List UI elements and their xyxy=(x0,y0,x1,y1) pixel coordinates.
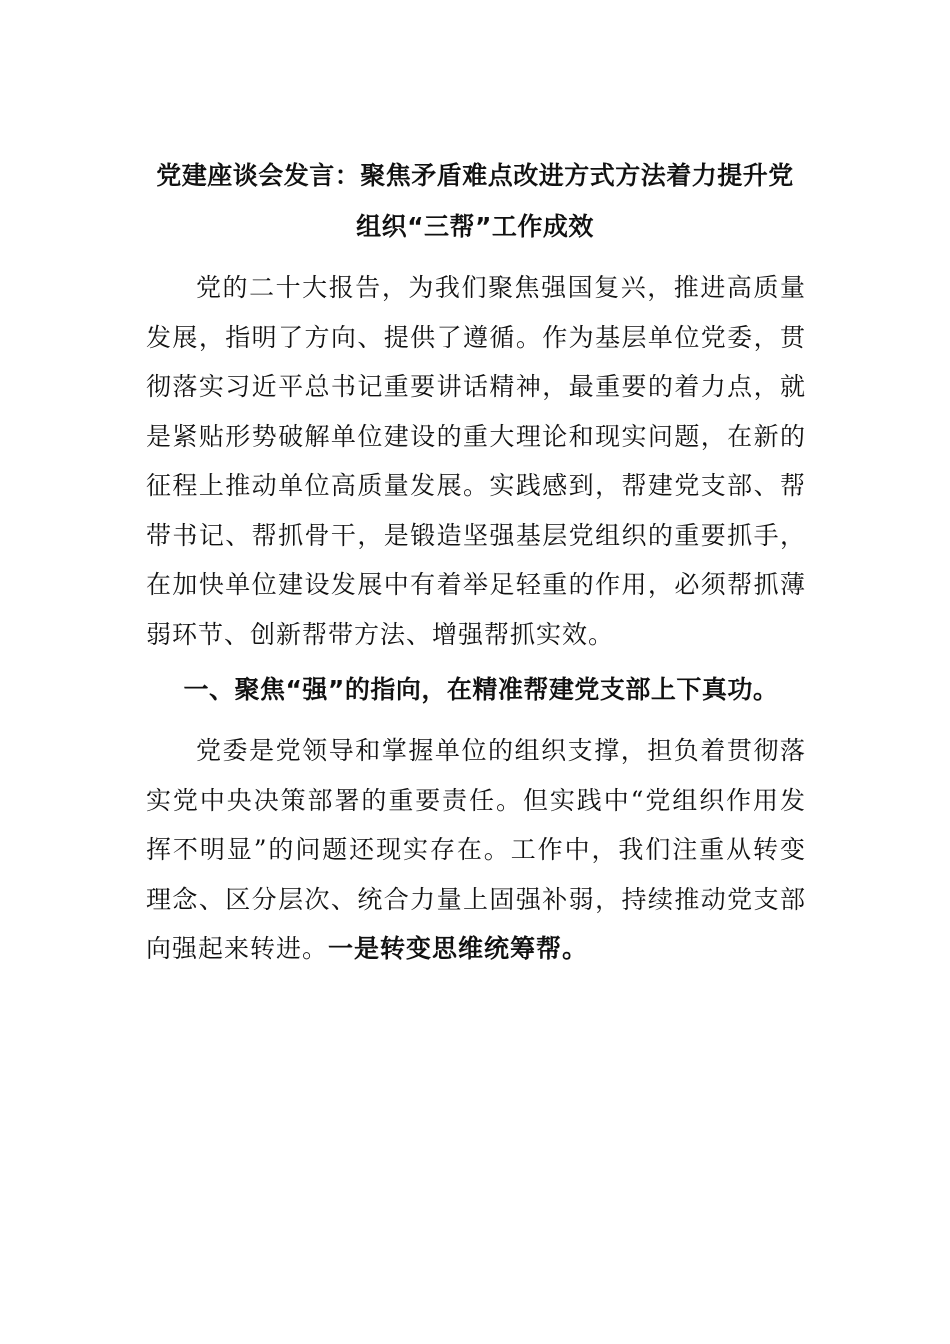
title-line-1: 党建座谈会发言：聚焦矛盾难点改进方式方法着力提升党 xyxy=(156,161,794,190)
section-1-paragraph-text: 党委是党领导和掌握单位的组织支撑，担负着贯彻落实党中央决策部署的重要责任。但实践中“党组织作用发挥不明显”的问题还现实存在。工作中，我们注重从转变理念、区分层次、统合力量上固强补弱，持续推动党支部向强起来转进。 xyxy=(146,736,806,963)
document-title xyxy=(140,150,810,252)
section-heading-1: 一、聚焦“强”的指向，在精准帮建党支部上下真功。 xyxy=(183,675,779,704)
section-1-subpoint-1: 一是转变思维统筹帮。 xyxy=(328,934,589,963)
intro-paragraph: 党的二十大报告，为我们聚焦强国复兴，推进高质量发展，指明了方向、提供了遵循。作为基层单位党委，贯彻落实习近平总书记重要讲话精神，最重要的着力点，就是紧贴形势破解单位建设的重大理论和现实问题，在新的征程上推动单位高质量发展。实践感到，帮建党支部、帮带书记、帮抓骨干，是锻造坚强基层党组织的重要抓手，在加快单位建设发展中有着举足轻重的作用，必须帮抓薄弱环节、创新帮带方法、增强帮抓实效。 xyxy=(146,273,806,649)
title-line-2: 组织“三帮”工作成效 xyxy=(356,212,594,241)
section-1-paragraph xyxy=(146,726,806,974)
